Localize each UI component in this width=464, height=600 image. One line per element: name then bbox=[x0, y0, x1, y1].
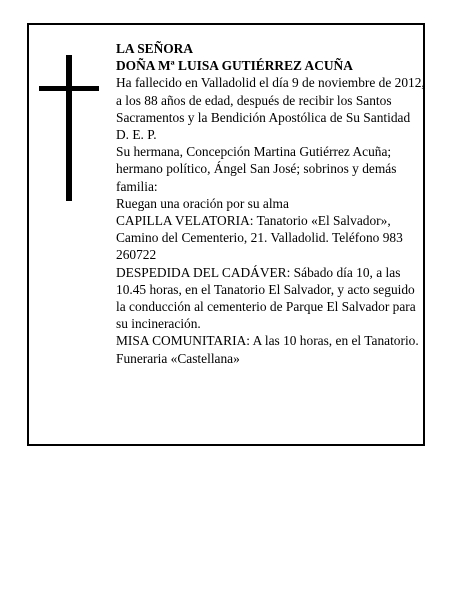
funeral-home: Funeraria «Castellana» bbox=[116, 350, 240, 366]
farewell-info: DESPEDIDA DEL CADÁVER: Sábado día 10, a las 10.45 horas, en el Tanatorio El Salvador, y acto seguido la conducción al cementerio de Parque El Salvador para su incineración. bbox=[116, 264, 416, 332]
death-statement: Ha fallecido en Valladolid el día 9 de noviembre de 2012, a los 88 años de edad, después de recibir los Santos Sacramentos y la Bendición Apostólica de Su Santidad bbox=[116, 75, 425, 125]
rest-in-peace: D. E. P. bbox=[116, 127, 157, 143]
cross-horizontal-bar bbox=[39, 86, 99, 91]
prayer-request: Ruegan una oración por su alma bbox=[116, 195, 289, 211]
notice-title: LA SEÑORA bbox=[116, 41, 194, 56]
cross-icon bbox=[39, 55, 99, 201]
cross-vertical-bar bbox=[66, 55, 72, 201]
mass-info: MISA COMUNITARIA: A las 10 horas, en el Tanatorio. bbox=[116, 333, 419, 349]
chapel-info: CAPILLA VELATORIA: Tanatorio «El Salvador», Camino del Cementerio, 21. Valladolid. Teléfono 983 260722 bbox=[116, 213, 403, 263]
deceased-name: DOÑA Mª LUISA GUTIÉRREZ ACUÑA bbox=[116, 58, 353, 74]
obituary-notice bbox=[27, 23, 425, 446]
family-members: Su hermana, Concepción Martina Gutiérrez Acuña; hermano político, Ángel San José; sobrinos y demás familia: bbox=[116, 144, 397, 194]
notice-text bbox=[116, 40, 426, 367]
